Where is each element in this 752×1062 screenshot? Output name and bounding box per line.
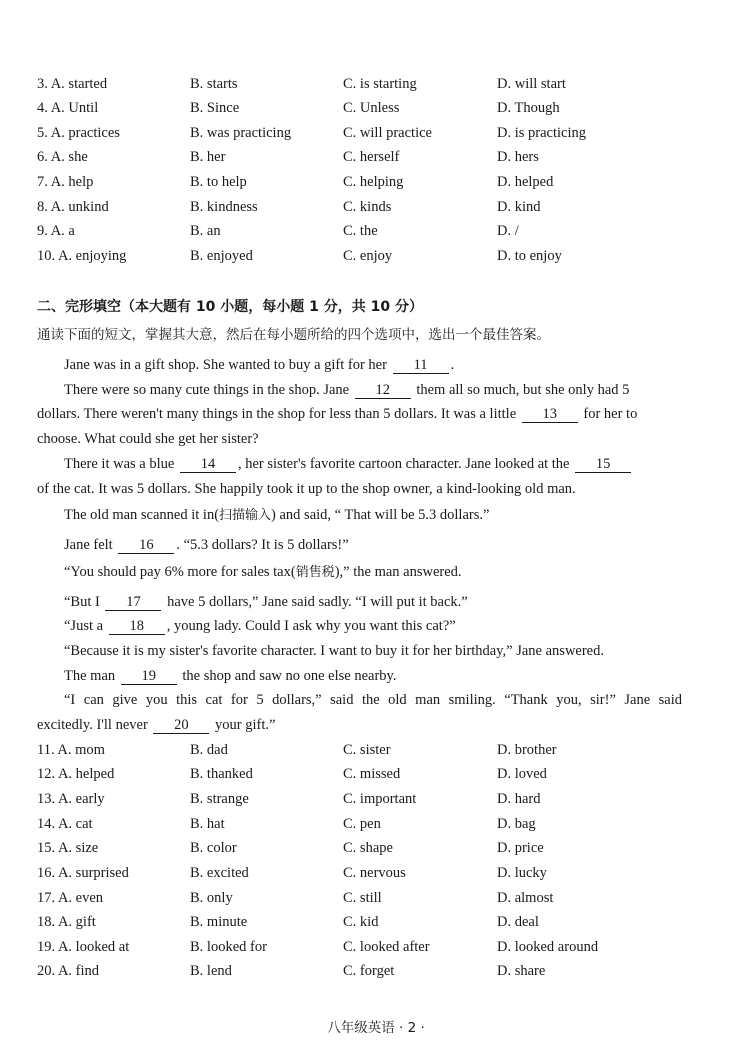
- option-row: [37, 74, 737, 94]
- option-b: B. Since: [190, 100, 240, 116]
- option-d: D. brother: [497, 742, 557, 758]
- option-row: [37, 123, 737, 143]
- option-a: 5. A. practices: [37, 125, 120, 141]
- option-d: D. helped: [497, 174, 554, 190]
- passage-line: of the cat. It was 5 dollars. She happily took it up to the shop owner, a kind-looking old man.: [37, 481, 576, 497]
- option-d: D. Though: [497, 100, 560, 116]
- passage-line: Jane felt 16 . “5.3 dollars? It is 5 dollars!”: [64, 537, 349, 553]
- option-b: B. thanked: [190, 766, 253, 782]
- option-row: [37, 814, 737, 834]
- option-c: C. pen: [343, 816, 381, 832]
- option-d: D. will start: [497, 76, 566, 92]
- option-row: [37, 789, 737, 809]
- option-a: 18. A. gift: [37, 914, 96, 930]
- blank-14[interactable]: 14: [180, 456, 236, 473]
- option-c: C. sister: [343, 742, 391, 758]
- option-d: D. /: [497, 223, 519, 239]
- passage-line: Jane was in a gift shop. She wanted to buy a gift for her 11 .: [64, 357, 455, 373]
- option-d: D. lucky: [497, 865, 547, 881]
- option-c: C. kid: [343, 914, 379, 930]
- option-row: [37, 937, 737, 957]
- passage-line: There it was a blue 14 , her sister's favorite cartoon character. Jane looked at the 15: [37, 454, 682, 474]
- option-a: 15. A. size: [37, 840, 99, 856]
- option-b: B. minute: [190, 914, 248, 930]
- option-a: 13. A. early: [37, 791, 105, 807]
- option-b: B. enjoyed: [190, 248, 253, 264]
- option-row: [37, 888, 737, 908]
- option-c: C. forget: [343, 963, 395, 979]
- page-footer: 八年级英语 · 2 ·: [327, 1020, 425, 1036]
- option-d: D. share: [497, 963, 546, 979]
- option-d: D. deal: [497, 914, 539, 930]
- passage-line: “I can give you this cat for 5 dollars,” said the old man smiling. “Thank you, sir!” Jane said: [64, 692, 682, 708]
- option-row: [37, 246, 737, 266]
- option-d: D. to enjoy: [497, 248, 562, 264]
- option-row: [37, 172, 737, 192]
- blank-15[interactable]: 15: [575, 456, 631, 473]
- option-row: [37, 838, 737, 858]
- option-c: C. enjoy: [343, 248, 393, 264]
- option-row: [37, 147, 737, 167]
- passage-line: “Because it is my sister's favorite character. I want to buy it for her birthday,” Jane answered.: [64, 643, 604, 659]
- option-c: C. looked after: [343, 939, 430, 955]
- option-b: B. color: [190, 840, 237, 856]
- passage-line: excitedly. I'll never 20 your gift.”: [37, 717, 276, 733]
- option-a: 11. A. mom: [37, 742, 105, 758]
- option-c: C. helping: [343, 174, 404, 190]
- option-row: [37, 98, 737, 118]
- passage-line: choose. What could she get her sister?: [37, 431, 259, 447]
- option-b: B. dad: [190, 742, 228, 758]
- option-c: C. is starting: [343, 76, 417, 92]
- option-d: D. kind: [497, 199, 541, 215]
- blank-13[interactable]: 13: [522, 406, 578, 423]
- option-d: D. bag: [497, 816, 536, 832]
- passage-line: “Just a 18 , young lady. Could I ask why you want this cat?”: [64, 618, 456, 634]
- blank-19[interactable]: 19: [121, 668, 177, 685]
- option-d: D. looked around: [497, 939, 599, 955]
- option-d: D. hard: [497, 791, 541, 807]
- option-a: 14. A. cat: [37, 816, 93, 832]
- option-a: 20. A. find: [37, 963, 100, 979]
- option-b: B. excited: [190, 865, 249, 881]
- option-c: C. nervous: [343, 865, 406, 881]
- option-b: B. strange: [190, 791, 249, 807]
- option-row: [37, 197, 737, 217]
- option-b: B. kindness: [190, 199, 258, 215]
- blank-16[interactable]: 16: [118, 537, 174, 554]
- option-c: C. kinds: [343, 199, 392, 215]
- option-c: C. shape: [343, 840, 393, 856]
- option-d: D. hers: [497, 149, 539, 165]
- option-b: B. an: [190, 223, 221, 239]
- option-a: 6. A. she: [37, 149, 88, 165]
- option-a: 4. A. Until: [37, 100, 99, 116]
- option-a: 12. A. helped: [37, 766, 115, 782]
- blank-12[interactable]: 12: [355, 382, 411, 399]
- option-b: B. was practicing: [190, 125, 292, 141]
- option-d: D. almost: [497, 890, 554, 906]
- option-b: B. hat: [190, 816, 225, 832]
- option-row: [37, 863, 737, 883]
- option-d: D. price: [497, 840, 544, 856]
- option-b: B. to help: [190, 174, 247, 190]
- option-c: C. Unless: [343, 100, 400, 116]
- section-title: 二、完形填空（本大题有 10 小题，每小题 1 分，共 10 分）: [37, 299, 423, 315]
- option-a: 16. A. surprised: [37, 865, 129, 881]
- blank-17[interactable]: 17: [105, 594, 161, 611]
- option-c: C. still: [343, 890, 382, 906]
- passage-line: The man 19 the shop and saw no one else nearby.: [64, 668, 397, 684]
- option-row: [37, 740, 737, 760]
- option-row: [37, 961, 737, 981]
- option-a: 7. A. help: [37, 174, 94, 190]
- passage-line: “You should pay 6% more for sales tax(销售税),” the man answered.: [64, 564, 462, 580]
- option-a: 10. A. enjoying: [37, 248, 127, 264]
- blank-20[interactable]: 20: [153, 717, 209, 734]
- option-a: 17. A. even: [37, 890, 104, 906]
- option-a: 9. A. a: [37, 223, 75, 239]
- section-instruction: 通读下面的短文，掌握其大意，然后在每小题所给的四个选项中，选出一个最佳答案。: [37, 327, 550, 343]
- option-b: B. lend: [190, 963, 232, 979]
- option-b: B. her: [190, 149, 226, 165]
- option-c: C. will practice: [343, 125, 432, 141]
- option-a: 3. A. started: [37, 76, 108, 92]
- option-d: D. loved: [497, 766, 547, 782]
- option-c: C. the: [343, 223, 378, 239]
- option-b: B. starts: [190, 76, 238, 92]
- option-b: B. only: [190, 890, 233, 906]
- passage-line: “But I 17 have 5 dollars,” Jane said sadly. “I will put it back.”: [64, 594, 468, 610]
- option-b: B. looked for: [190, 939, 267, 955]
- option-a: 8. A. unkind: [37, 199, 109, 215]
- passage-line: The old man scanned it in(扫描输入) and said, “ That will be 5.3 dollars.”: [64, 507, 490, 523]
- option-c: C. important: [343, 791, 417, 807]
- option-row: [37, 764, 737, 784]
- option-c: C. missed: [343, 766, 401, 782]
- option-c: C. herself: [343, 149, 400, 165]
- blank-11[interactable]: 11: [393, 357, 449, 374]
- passage-line: dollars. There weren't many things in the shop for less than 5 dollars. It was a little 13 for her to: [37, 406, 638, 422]
- option-d: D. is practicing: [497, 125, 586, 141]
- option-row: [37, 912, 737, 932]
- option-row: [37, 221, 737, 241]
- option-a: 19. A. looked at: [37, 939, 130, 955]
- passage-line: There were so many cute things in the shop. Jane 12 them all so much, but she only had 5: [64, 382, 630, 398]
- blank-18[interactable]: 18: [109, 618, 165, 635]
